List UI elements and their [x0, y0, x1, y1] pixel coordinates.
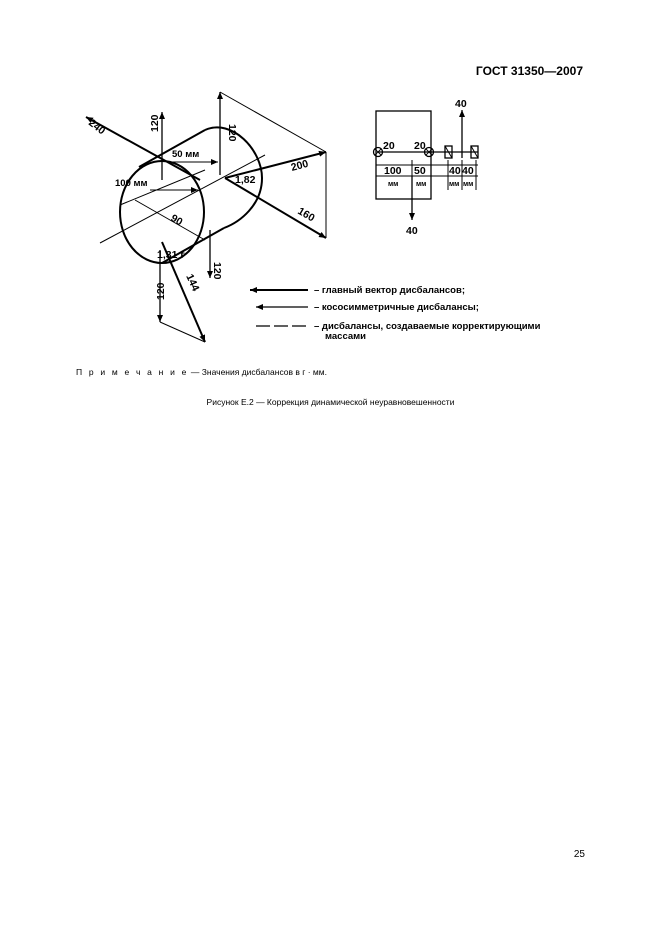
side-label-40a: 40 [449, 165, 461, 177]
vector-160 [225, 178, 326, 238]
side-label-top-40: 40 [455, 98, 467, 110]
label-120-bottom-right: 120 [211, 262, 223, 280]
side-label-50: 50 [414, 165, 426, 177]
legend [250, 290, 308, 326]
note-text: — Значения дисбалансов в г · мм. [188, 367, 327, 377]
side-label-unit-1: мм [388, 181, 399, 188]
label-240: 240 [86, 116, 108, 138]
legend-correction-label: – дисбалансы, создаваемые корректирующими [314, 321, 541, 332]
page-number: 25 [573, 849, 585, 860]
side-label-20-left: 20 [383, 140, 395, 152]
side-label-unit-4: мм [463, 181, 474, 188]
side-label-bottom-40: 40 [406, 225, 418, 237]
label-120-top-left: 120 [149, 114, 161, 132]
label-1-82: 1,82 [235, 174, 256, 186]
label-120-bottom-left: 120 [155, 282, 167, 300]
legend-skew-label: – кососимметричные дисбалансы; [314, 302, 479, 313]
side-label-unit-2: мм [416, 181, 427, 188]
side-label-40b: 40 [462, 165, 474, 177]
label-144: 144 [183, 272, 202, 294]
label-200: 200 [289, 157, 310, 174]
figure-note [76, 367, 327, 377]
side-label-unit-3: мм [449, 181, 460, 188]
label-50mm: 50 мм [172, 149, 200, 160]
note-prefix: П р и м е ч а н и е [76, 367, 189, 377]
document-code: ГОСТ 31350—2007 [475, 64, 583, 78]
label-90: 90 [168, 212, 185, 229]
label-100mm: 100 мм [115, 178, 148, 189]
label-1-31g: 1,31 г [157, 249, 185, 261]
figure-caption: Рисунок Е.2 — Коррекция динамической неуравновешенности [206, 397, 455, 407]
label-160: 160 [295, 205, 317, 225]
legend-main-vector-label: – главный вектор дисбалансов; [314, 285, 465, 296]
side-label-100: 100 [384, 165, 402, 177]
rotor-cylinder [100, 127, 265, 263]
construction-line-1 [220, 92, 326, 152]
label-120-top-right: 120 [226, 124, 238, 142]
legend-correction-label-cont: массами [325, 331, 367, 342]
side-label-20-right: 20 [414, 140, 426, 152]
